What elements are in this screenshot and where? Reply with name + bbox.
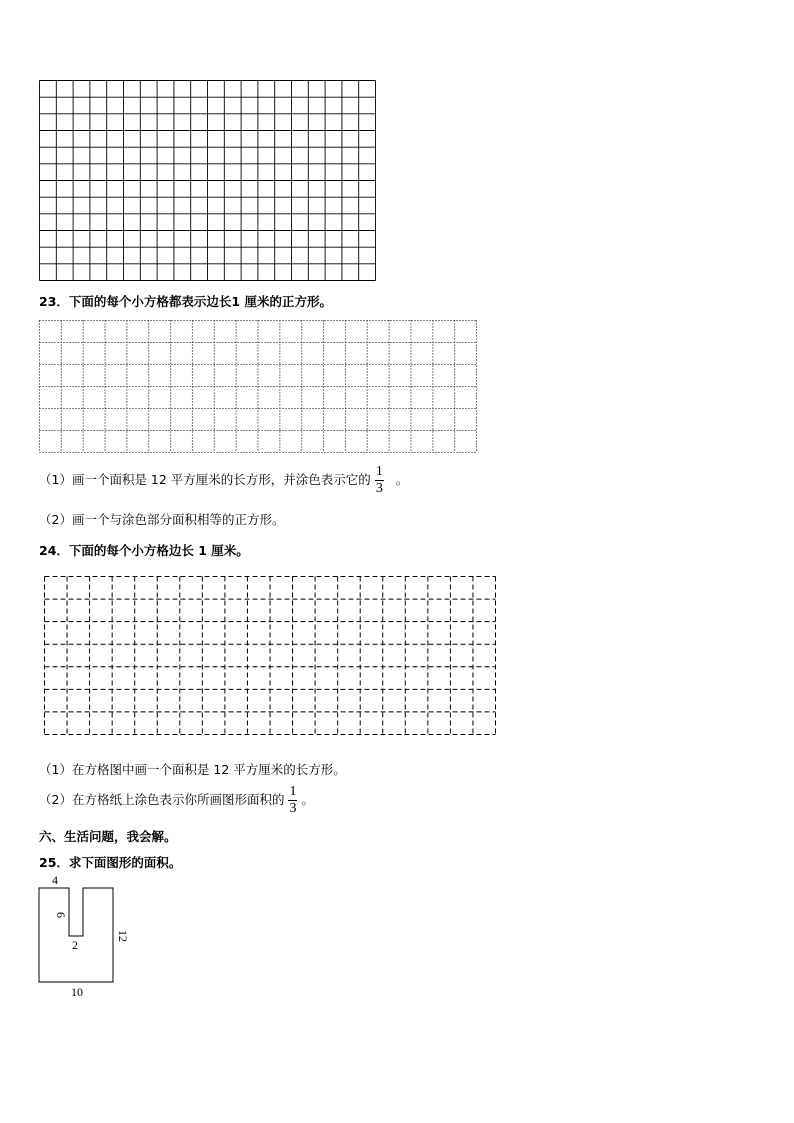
u-shape-outline	[39, 888, 113, 982]
question-24-part-2	[39, 785, 314, 816]
square-grid-dotted	[39, 320, 479, 456]
question-24-part-2-text: （2）在方格纸上涂色表示你所画图形面积的	[39, 792, 285, 807]
question-25-title: 25．求下面图形的面积。	[39, 855, 182, 870]
label-top-width: 4	[52, 873, 58, 887]
label-height: 12	[116, 930, 130, 942]
fraction-denominator: 3	[375, 481, 383, 496]
label-notch-width: 2	[72, 938, 78, 952]
question-23-part-1-end: 。	[395, 472, 409, 487]
fraction-numerator: 1	[375, 464, 383, 479]
question-24-title: 24．下面的每个小方格边长 1 厘米。	[39, 543, 249, 558]
label-bottom-width: 10	[71, 985, 83, 999]
u-shape-figure	[30, 870, 140, 1000]
square-grid-dashed	[44, 576, 498, 738]
question-23-part-1	[39, 465, 408, 496]
fraction-numerator: 1	[289, 784, 297, 799]
label-notch-depth: 6	[54, 912, 68, 918]
question-23-part-1-text: （1）画一个面积是 12 平方厘米的长方形，并涂色表示它的	[39, 472, 371, 487]
section-6-title: 六、生活问题，我会解。	[39, 829, 177, 844]
fraction-one-third	[288, 785, 297, 816]
fraction-one-third	[375, 465, 384, 496]
question-23-title: 23．下面的每个小方格都表示边长1 厘米的正方形。	[39, 294, 332, 309]
fraction-denominator: 3	[289, 801, 297, 816]
square-grid-solid	[39, 80, 377, 282]
question-23-part-2: （2）画一个与涂色部分面积相等的正方形。	[39, 512, 285, 527]
question-24-part-2-end: 。	[301, 792, 314, 807]
question-24-part-1: （1）在方格图中画一个面积是 12 平方厘米的长方形。	[39, 762, 346, 777]
